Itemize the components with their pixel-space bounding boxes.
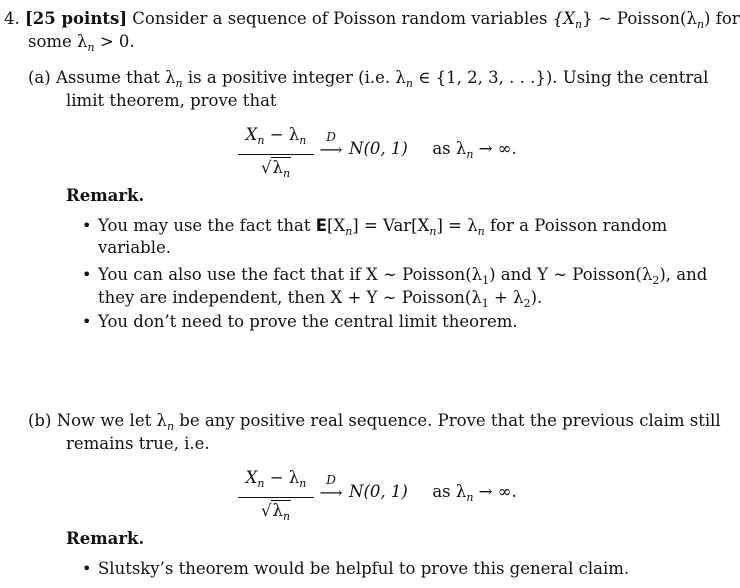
fraction-bar (238, 154, 314, 155)
fraction-numerator (238, 467, 314, 495)
sub-n: n (299, 134, 307, 147)
sub-1: 1 (482, 274, 490, 287)
converge-distribution-arrow (316, 131, 346, 157)
bullet: • (82, 265, 92, 284)
b2-text-5: + λ (488, 288, 524, 307)
as-lambda: as λ (432, 139, 467, 158)
part-b-label: (b) (28, 411, 52, 430)
equation-a-rhs (349, 138, 517, 166)
b1-text: You may use the fact that (98, 216, 311, 235)
sub-1: 1 (481, 297, 489, 310)
minus-lambda: − λ (264, 125, 300, 144)
set-close: } (582, 9, 593, 28)
arrow-glyph: ⟶ (319, 140, 343, 159)
part-a-label: (a) (28, 68, 51, 87)
problem-points: [25 points] (25, 9, 128, 28)
problem-intro: Consider a sequence of Poisson random variables (132, 9, 548, 28)
x-var: X (245, 468, 258, 487)
sub-2: 2 (523, 297, 531, 310)
as-lambda: as λ (432, 482, 467, 501)
fraction-bar (238, 497, 314, 498)
remark-b-title: Remark. (66, 529, 145, 548)
part-a-text-1: Assume that λ (55, 68, 176, 87)
normal-dist: N(0, 1) (349, 482, 408, 501)
bullet: • (82, 216, 92, 235)
sub-n: n (477, 225, 485, 238)
sub-n: n (299, 477, 307, 490)
sub-n: n (166, 420, 175, 433)
sub-n: n (257, 477, 265, 490)
some-lambda: some λ (28, 32, 88, 51)
b1-x: [X (327, 216, 346, 235)
remark-a-bullet1-line2: variable. (98, 238, 172, 257)
remark-b-bullet1: Slutsky’s theorem would be helpful to prove this general claim. (98, 559, 630, 578)
fraction-numerator (238, 124, 314, 152)
b2-text-1: You can also use the fact that if X ∼ Poisson(λ (98, 265, 483, 284)
sub-n: n (696, 18, 705, 31)
arrow-d-label: D (326, 473, 336, 487)
b1-var: ] = Var[X (352, 216, 430, 235)
lambda: λ (272, 501, 283, 520)
b2-text-2: ) and Y ∼ Poisson(λ (489, 265, 653, 284)
expectation-symbol: E (315, 216, 328, 235)
equation-a-fraction (238, 124, 314, 185)
sqrt-sign: √ (260, 501, 272, 520)
bullet: • (82, 559, 92, 578)
remark-a-bullet1-line1 (98, 215, 667, 243)
part-a-line2: limit theorem, prove that (66, 91, 277, 110)
gt-zero: > 0. (94, 32, 135, 51)
part-b-line2: remains true, i.e. (66, 434, 210, 453)
arrow-glyph: ⟶ (319, 483, 343, 502)
remark-a-bullet3: You don’t need to prove the central limit theorem. (98, 312, 518, 331)
fraction-denominator (238, 157, 314, 185)
x-var: X (245, 125, 258, 144)
b1-tail: for a Poisson random (484, 216, 668, 235)
b2-text-4: they are independent, then X + Y ∼ Poisson(λ (98, 288, 482, 307)
set-xn: {X (552, 9, 575, 28)
sub-n: n (574, 18, 583, 31)
sub-n: n (345, 225, 353, 238)
arrow-d-label: D (326, 130, 336, 144)
problem-number: 4. (4, 9, 20, 28)
problem-header-line2 (28, 31, 135, 59)
b1-lambda: ] = λ (436, 216, 478, 235)
sub-n: n (466, 148, 474, 161)
poisson-lambda: ∼ Poisson(λ (597, 9, 697, 28)
sub-n: n (282, 167, 291, 180)
sqrt-sign: √ (260, 158, 272, 177)
part-a-text-3: ∈ {1, 2, 3, . . .}). Using the central (412, 68, 709, 87)
part-b-text-2: be any positive real sequence. Prove that the previous claim still (174, 411, 721, 430)
sub-n: n (87, 41, 95, 54)
b2-text-6: ). (530, 288, 543, 307)
sub-n: n (466, 491, 474, 504)
sub-2: 2 (652, 274, 660, 287)
sub-n: n (175, 77, 183, 90)
to-infinity: → ∞. (473, 482, 517, 501)
sub-n: n (429, 225, 437, 238)
part-a-text-2: is a positive integer (i.e. λ (182, 68, 406, 87)
converge-distribution-arrow (316, 474, 346, 500)
sub-n: n (282, 510, 291, 523)
sub-n: n (257, 134, 265, 147)
normal-dist: N(0, 1) (349, 139, 408, 158)
bullet: • (82, 312, 92, 331)
equation-b-fraction (238, 467, 314, 528)
fraction-denominator (238, 500, 314, 528)
remark-a-title: Remark. (66, 186, 145, 205)
equation-b-rhs (349, 481, 517, 509)
lambda: λ (272, 158, 283, 177)
sub-n: n (405, 77, 413, 90)
part-b-text-1: Now we let λ (56, 411, 167, 430)
to-infinity: → ∞. (473, 139, 517, 158)
b2-text-3: ), and (659, 265, 708, 284)
minus-lambda: − λ (264, 468, 300, 487)
paren-for: ) for (704, 9, 740, 28)
